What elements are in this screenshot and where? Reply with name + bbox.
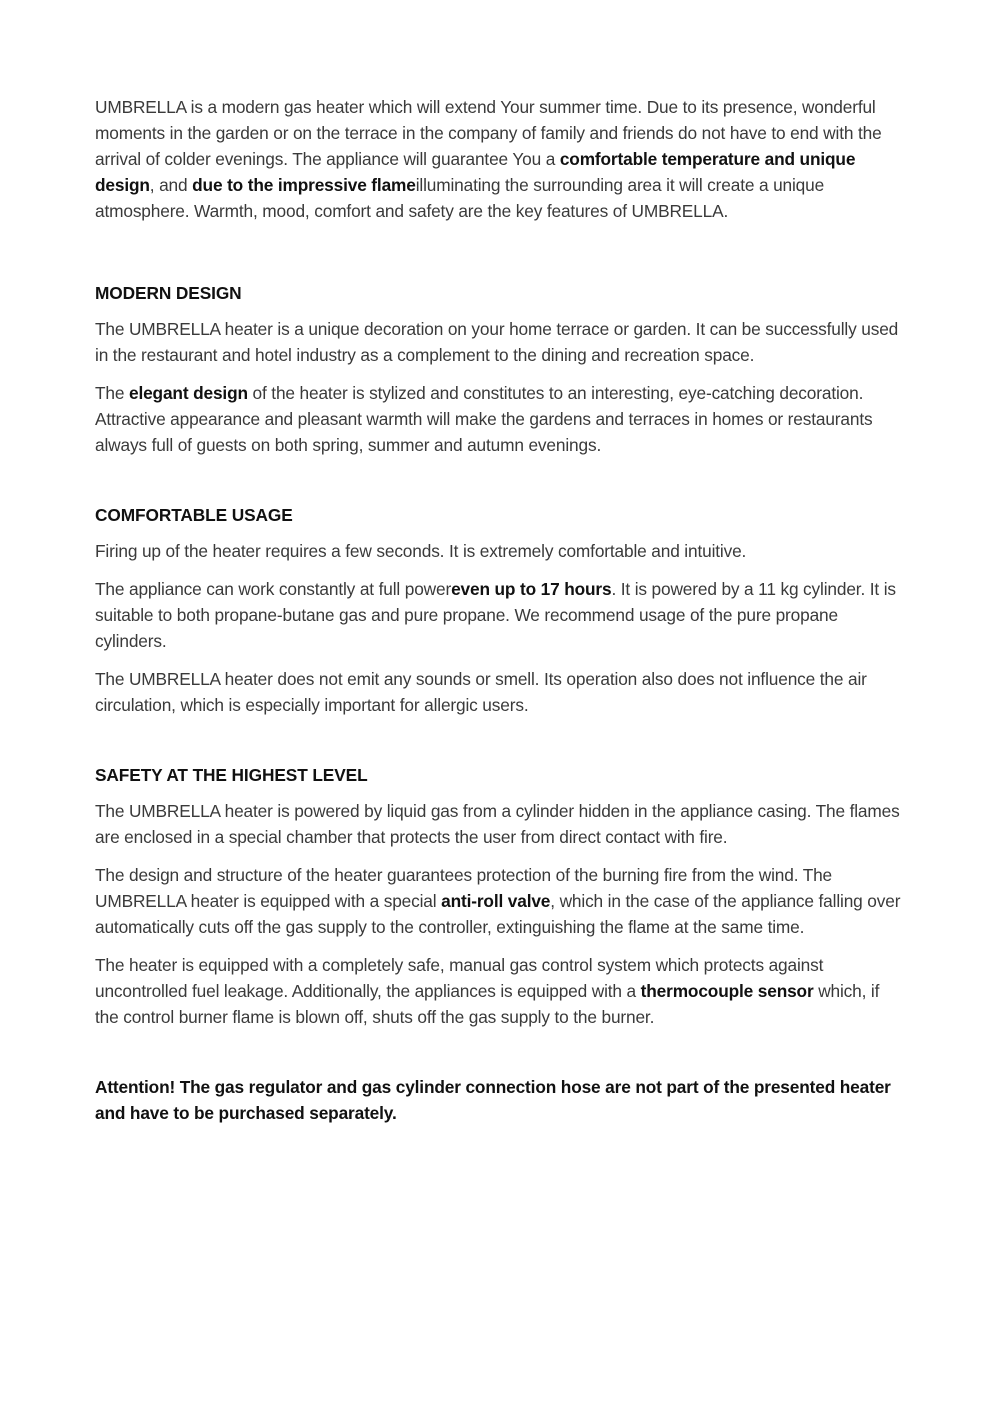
paragraph-text: The [95,383,129,403]
paragraph-bold: thermocouple sensor [640,981,814,1001]
paragraph-bold: anti-roll valve [441,891,551,911]
intro-text-3: illuminating the surrounding area it will create a unique atmosphere. Warmth, mood, comfort and safety are the key features of UMBRELLA. [95,175,825,221]
paragraph: Firing up of the heater requires a few seconds. It is extremely comfortable and intuitive. [95,541,747,561]
intro-text-2: , and [149,175,193,195]
paragraph [95,380,903,458]
section-heading: SAFETY AT THE HIGHEST LEVEL [95,765,368,785]
intro-bold-2: due to the impressive flame [192,175,416,195]
paragraph [95,862,903,940]
document-page [95,94,903,1126]
section-comfortable-usage [95,502,903,718]
paragraph [95,952,903,1030]
paragraph-bold: even up to 17 hours [451,579,612,599]
intro-bold-1: comfortable temperature and unique design [95,149,856,195]
intro-paragraph [95,94,903,224]
intro-text-1: UMBRELLA is a modern gas heater which will extend Your summer time. Due to its presence, wonderful moments in the garden or on the terrace in the company of family and friends do not have to end with the arrival of colder evenings. The appliance will guarantee You a [95,97,882,169]
attention-note: Attention! The gas regulator and gas cylinder connection hose are not part of the presented heater and have to be purchased separately. [95,1077,891,1123]
paragraph: The UMBRELLA heater is powered by liquid gas from a cylinder hidden in the appliance casing. The flames are enclosed in a special chamber that protects the user from direct contact with fire. [95,801,900,847]
section-heading: COMFORTABLE USAGE [95,505,293,525]
paragraph-text: , which in the case of the appliance falling over automatically cuts off the gas supply to the controller, extinguishing the flame at the same time. [95,891,901,937]
paragraph [95,576,903,654]
paragraph-bold: elegant design [128,383,248,403]
paragraph: The UMBRELLA heater is a unique decoration on your home terrace or garden. It can be successfully used in the restaurant and hotel industry as a complement to the dining and recreation space. [95,319,899,365]
section-heading: MODERN DESIGN [95,283,242,303]
paragraph-text: The heater is equipped with a completely safe, manual gas control system which protects against uncontrolled fuel leakage. Additionally, the appliances is equipped with a [95,955,824,1001]
paragraph-text: The design and structure of the heater guarantees protection of the burning fire from the wind. The UMBRELLA heater is equipped with a special [95,865,833,911]
section-safety [95,762,903,1030]
paragraph-text: which, if the control burner flame is blown off, shuts off the gas supply to the burner. [95,981,880,1027]
paragraph-text: of the heater is stylized and constitutes to an interesting, eye-catching decoration. Attractive appearance and pleasant warmth will make the gardens and terraces in homes or restaurants always full of guests on both spring, summer and autumn evenings. [95,383,873,455]
section-modern-design [95,280,903,458]
paragraph: The UMBRELLA heater does not emit any sounds or smell. Its operation also does not influence the air circulation, which is especially important for allergic users. [95,669,867,715]
paragraph-text: The appliance can work constantly at full power [95,579,452,599]
paragraph-text: . It is powered by a 11 kg cylinder. It is suitable to both propane-butane gas and pure propane. We recommend usage of the pure propane cylinders. [95,579,896,651]
